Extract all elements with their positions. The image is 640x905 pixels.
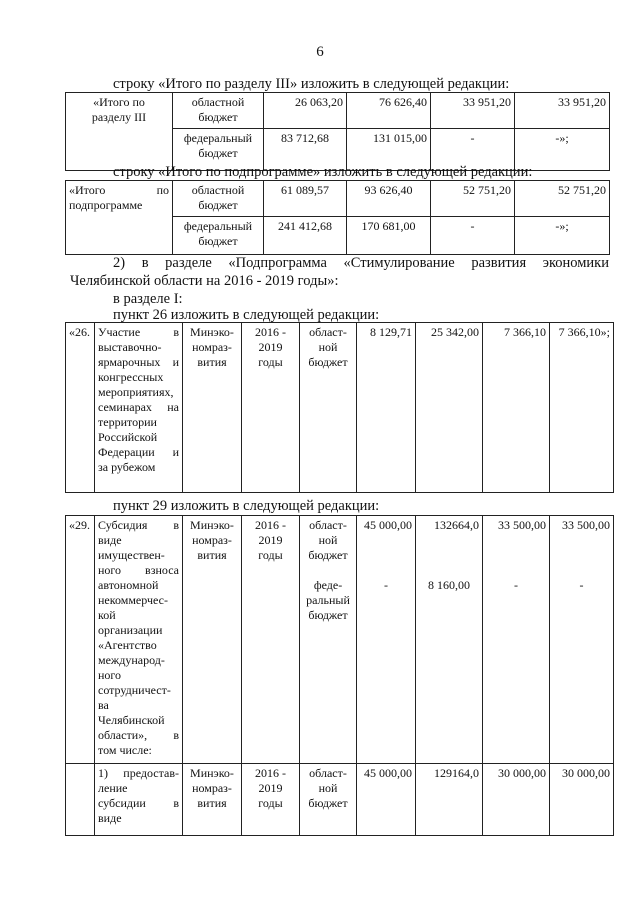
- name-line: сотрудничест-: [98, 683, 171, 697]
- funding-source: [300, 323, 357, 493]
- value-cell: 7 366,10»;: [550, 323, 614, 493]
- org-line: Минэко-: [190, 325, 234, 339]
- item-number: «26.: [66, 323, 95, 493]
- org-line: номраз-: [192, 340, 232, 354]
- source-line: федеральный: [183, 219, 253, 233]
- value-cell: 26 063,20: [264, 93, 347, 129]
- name-line: за рубежом: [98, 460, 156, 474]
- org-line: номраз-: [192, 781, 232, 795]
- value-column: [550, 516, 614, 764]
- page-number: 6: [316, 44, 324, 60]
- period: [242, 323, 300, 493]
- funding-source: [173, 217, 264, 255]
- value-cell: 129164,0: [416, 764, 483, 836]
- org-line: вития: [197, 355, 227, 369]
- org-line: номраз-: [192, 533, 232, 547]
- label-line: «Итого по: [93, 95, 145, 109]
- value-cell: 8 160,00: [428, 578, 470, 592]
- source-line: ральный: [306, 593, 350, 607]
- value-cell: 25 342,00: [416, 323, 483, 493]
- period-line: годы: [258, 548, 283, 562]
- funding-source: [300, 516, 357, 764]
- org-line: Минэко-: [190, 766, 234, 780]
- source-line: област-: [309, 518, 347, 532]
- item-name: [95, 323, 183, 493]
- source-line: бюджет: [198, 110, 238, 124]
- value-cell: 93 626,40: [347, 181, 431, 217]
- period-line: 2016 -: [255, 766, 286, 780]
- value-cell: 8 129,71: [357, 323, 416, 493]
- name-line: ва: [98, 698, 109, 712]
- value-cell: -: [514, 578, 518, 592]
- label-word: по: [156, 183, 169, 197]
- source-line: областной: [191, 95, 245, 109]
- item-number: [66, 764, 95, 836]
- value-cell: 76 626,40: [347, 93, 431, 129]
- executor: [183, 516, 242, 764]
- value-cell: -: [384, 578, 388, 592]
- name-line: Участие в: [98, 325, 179, 339]
- value-cell: 33 951,20: [431, 93, 515, 129]
- funding-source: [173, 181, 264, 217]
- value-cell: 52 751,20: [515, 181, 610, 217]
- name-line: 1) предостав-: [98, 766, 179, 780]
- value-cell: 45 000,00: [364, 518, 412, 532]
- value-cell: 33 500,00: [498, 518, 546, 532]
- executor: [183, 764, 242, 836]
- value-cell: 30 000,00: [550, 764, 614, 836]
- value-cell: 52 751,20: [431, 181, 515, 217]
- name-line: «Агентство: [98, 638, 157, 652]
- name-line: виде: [98, 533, 122, 547]
- period-line: годы: [258, 796, 283, 810]
- paragraph-2-line-2: Челябинской области на 2016 - 2019 годы»:: [70, 273, 339, 289]
- value-cell: -: [579, 578, 584, 592]
- source-line: бюджет: [198, 198, 238, 212]
- org-line: Минэко-: [190, 518, 234, 532]
- source-line: ной: [318, 781, 338, 795]
- name-line: ного взноса: [98, 563, 179, 577]
- source-line: феде-: [313, 578, 343, 592]
- name-line: выставочно-: [98, 340, 162, 354]
- item-name: [95, 764, 183, 836]
- name-line: виде: [98, 811, 122, 825]
- row-label: [66, 93, 173, 171]
- label-word: «Итого: [69, 183, 106, 197]
- table-item-26: [65, 322, 614, 493]
- name-line: субсидии в: [98, 796, 179, 810]
- org-line: вития: [197, 548, 227, 562]
- org-line: вития: [197, 796, 227, 810]
- name-line: Федерации и: [98, 445, 179, 459]
- name-line: Челябинской: [98, 713, 165, 727]
- name-line: территории: [98, 415, 157, 429]
- source-line: бюджет: [308, 355, 348, 369]
- source-line: област-: [309, 766, 347, 780]
- value-cell: 33 500,00: [562, 518, 610, 532]
- item-name: [95, 516, 183, 764]
- value-cell: 132664,0: [434, 518, 479, 532]
- executor: [183, 323, 242, 493]
- value-cell: -: [431, 217, 515, 255]
- name-line: международ-: [98, 653, 165, 667]
- value-cell: 7 366,10: [483, 323, 550, 493]
- value-column: [357, 516, 416, 764]
- source-line: ной: [318, 340, 338, 354]
- value-cell: 131 015,00: [347, 129, 431, 171]
- table-total-section-3: [65, 92, 610, 171]
- table-total-subprogram: [65, 180, 610, 255]
- period: [242, 764, 300, 836]
- value-cell: 45 000,00: [357, 764, 416, 836]
- source-line: бюджет: [308, 608, 348, 622]
- period-line: 2016 -: [255, 325, 286, 339]
- value-cell: -»;: [515, 217, 610, 255]
- label-word: подпрограмме: [69, 198, 143, 212]
- instruction-line-2: строку «Итого по подпрограмме» изложить в следующей редакции:: [113, 164, 533, 180]
- name-line: ного: [98, 668, 122, 682]
- paragraph-section-1: в разделе I:: [113, 291, 183, 307]
- value-cell: 33 951,20: [515, 93, 610, 129]
- source-line: ной: [318, 533, 338, 547]
- paragraph-2-line-1: 2) в разделе «Подпрограмма «Стимулирование развития экономики: [113, 255, 609, 271]
- period-line: 2019: [258, 340, 283, 354]
- source-line: област-: [309, 325, 347, 339]
- value-cell: -»;: [515, 129, 610, 171]
- period-line: 2016 -: [255, 518, 286, 532]
- funding-source: [300, 764, 357, 836]
- paragraph-item-29: пункт 29 изложить в следующей редакции:: [113, 498, 380, 514]
- source-line: бюджет: [198, 234, 238, 248]
- value-column: [483, 516, 550, 764]
- period: [242, 516, 300, 764]
- name-line: мероприятиях,: [98, 385, 174, 399]
- name-line: кой: [98, 608, 116, 622]
- label-line: разделу III: [91, 110, 147, 124]
- item-number: «29.: [66, 516, 95, 764]
- value-cell: 83 712,68: [264, 129, 347, 171]
- period-line: 2019: [258, 533, 283, 547]
- name-line: области», в: [98, 728, 179, 742]
- value-cell: -: [431, 129, 515, 171]
- name-line: Российской: [98, 430, 158, 444]
- name-line: имуществен-: [98, 548, 165, 562]
- name-line: некоммерчес-: [98, 593, 168, 607]
- value-cell: 241 412,68: [264, 217, 347, 255]
- source-line: областной: [191, 183, 245, 197]
- name-line: том числе:: [98, 743, 152, 757]
- period-line: 2019: [258, 781, 283, 795]
- source-line: бюджет: [198, 146, 238, 160]
- source-line: бюджет: [308, 796, 348, 810]
- value-cell: 170 681,00: [347, 217, 431, 255]
- instruction-line-1: строку «Итого по разделу III» изложить в следующей редакции:: [113, 76, 510, 92]
- name-line: автономной: [98, 578, 159, 592]
- name-line: ление: [98, 781, 128, 795]
- name-line: Субсидия в: [98, 518, 179, 532]
- name-line: конгрессных: [98, 370, 164, 384]
- value-cell: 30 000,00: [483, 764, 550, 836]
- value-column: [416, 516, 483, 764]
- name-line: семинарах на: [98, 400, 179, 414]
- source-line: бюджет: [308, 548, 348, 562]
- paragraph-item-26: пункт 26 изложить в следующей редакции:: [113, 307, 380, 323]
- period-line: годы: [258, 355, 283, 369]
- funding-source: [173, 93, 264, 129]
- value-cell: 61 089,57: [264, 181, 347, 217]
- table-item-29: [65, 515, 614, 836]
- source-line: федеральный: [183, 131, 253, 145]
- row-label: [66, 181, 173, 255]
- name-line: ярмарочных и: [98, 355, 179, 369]
- name-line: организации: [98, 623, 163, 637]
